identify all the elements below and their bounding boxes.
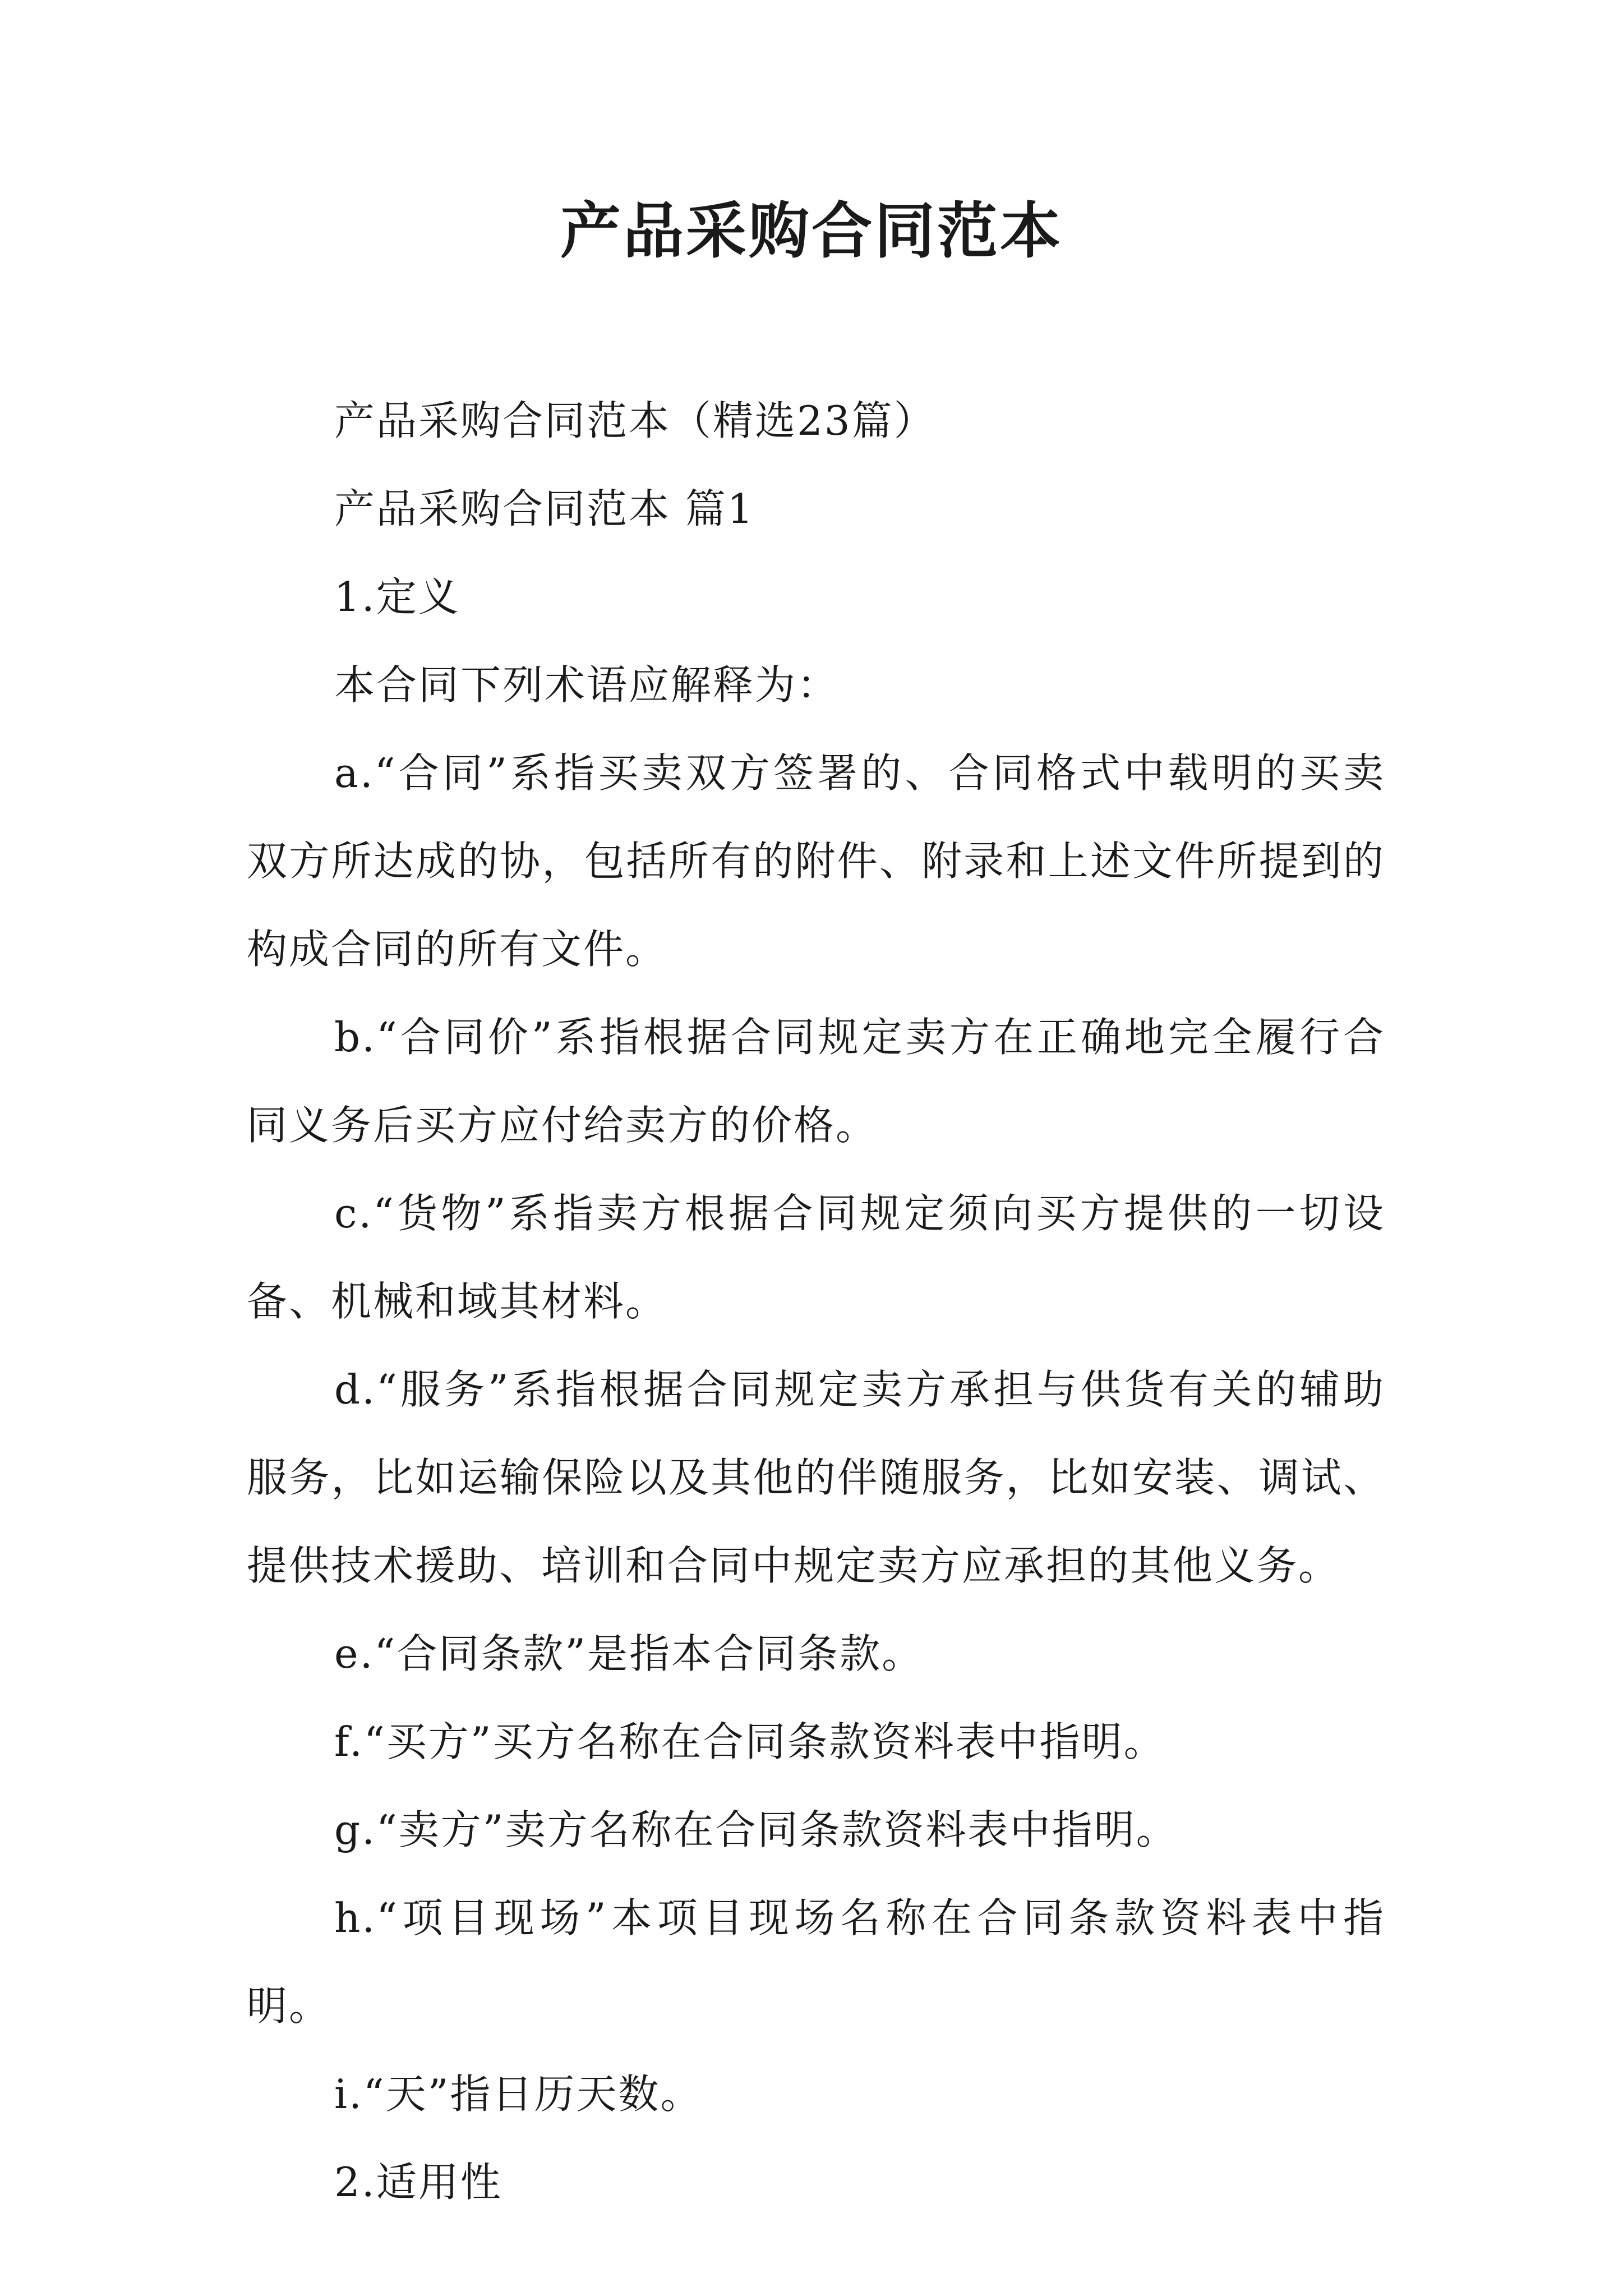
section-heading-definitions: 1.定义 [334,573,460,620]
section-heading-applicability: 2.适用性 [334,2159,502,2206]
definition-item-project-site: h.“项目现场”本项目现场名称在合同条款资料表中指明。 [247,1894,1385,2030]
document-title: 产品采购合同范本 [560,196,1063,266]
definition-item-contract-terms: e.“合同条款”是指本合同条款。 [334,1630,924,1677]
definition-item-contract-price: b.“合同价”系指根据合同规定卖方在正确地完全履行合同义务后买方应付给卖方的价格。 [247,1014,1385,1149]
definition-item-day: i.“天”指日历天数。 [334,2070,703,2118]
definition-item-contract: a.“合同”系指买卖双方签署的、合同格式中载明的买卖双方所达成的协，包括所有的附件、附录和上述文件所提到的构成合同的所有文件。 [247,749,1385,973]
chapter-heading: 产品采购合同范本 篇1 [334,485,755,532]
collection-subtitle: 产品采购合同范本（精选23篇） [334,397,936,444]
document-body [247,377,1385,2226]
definitions-intro: 本合同下列术语应解释为： [334,661,840,708]
definition-item-goods: c.“货物”系指卖方根据合同规定须向买方提供的一切设备、机械和域其材料。 [247,1190,1385,1325]
definition-item-buyer: f.“买方”买方名称在合同条款资料表中指明。 [334,1718,1166,1765]
definition-item-seller: g.“卖方”卖方名称在合同条款资料表中指明。 [334,1806,1178,1853]
definition-item-services: d.“服务”系指根据合同规定卖方承担与供货有关的辅助服务，比如运输保险以及其他的伴随服务，比如安装、调试、提供技术援助、培训和合同中规定卖方应承担的其他义务。 [247,1366,1385,1589]
